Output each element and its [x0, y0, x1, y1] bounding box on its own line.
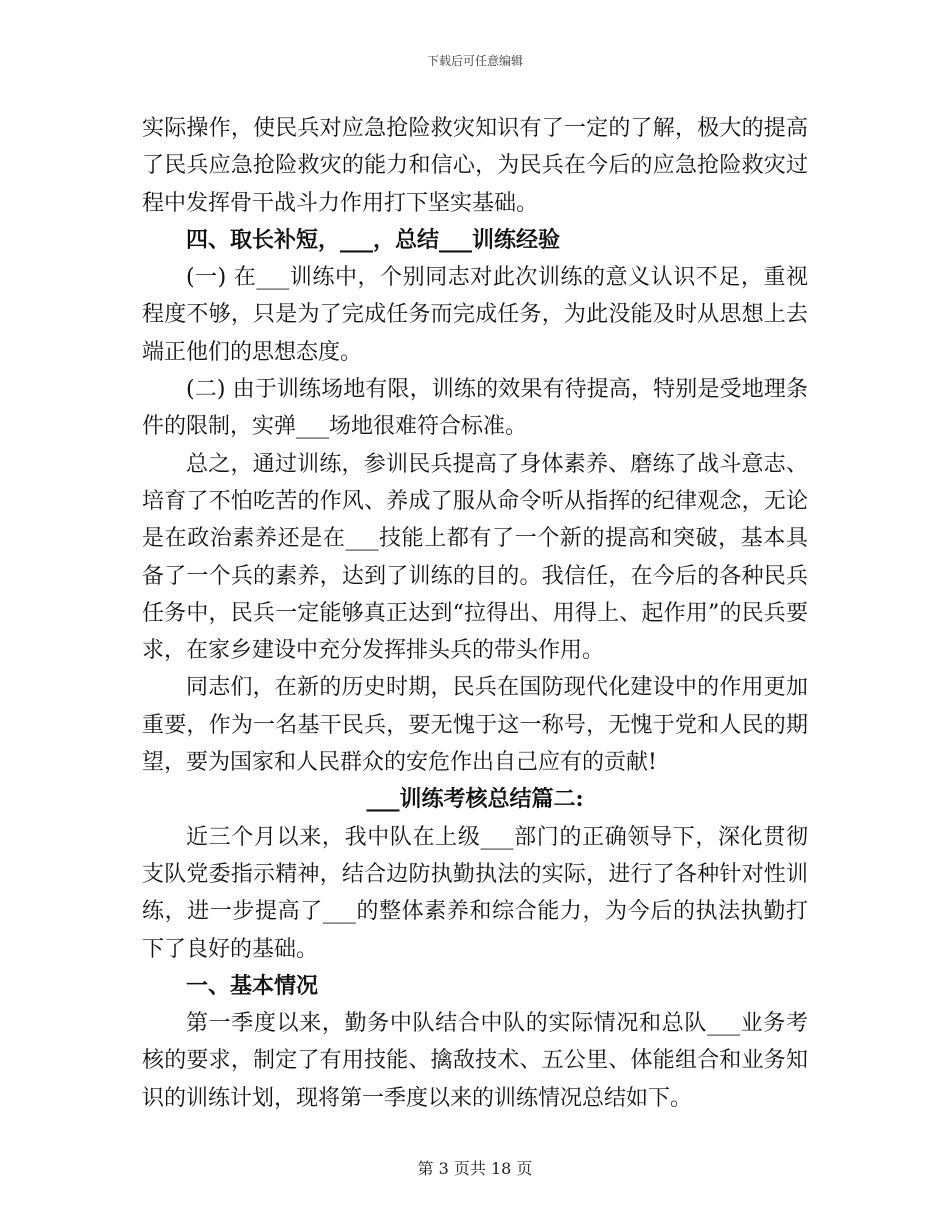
- paragraph-basic-situation: 第一季度以来，勤务中队结合中队的实际情况和总队___业务考核的要求，制定了有用技能、擒敌技术、五公里、体能组合和业务知识的训练计划，现将第一季度以来的训练情况总结如下。: [142, 1011, 808, 1111]
- section-heading-4: 四、取长补短，___，总结___训练经验: [186, 226, 561, 253]
- article-title-part-2: ___训练考核总结篇二:: [366, 786, 584, 813]
- paragraph-1: 实际操作，使民兵对应急抢险救灾知识有了一定的了解，极大的提高了民兵应急抢险救灾的能力和信心，为民兵在今后的应急抢险救灾过程中发挥骨干战斗力作用打下坚实基础。: [142, 116, 808, 216]
- paragraph-comrades: 同志们，在新的历史时期，民兵在国防现代化建设中的作用更加重要，作为一名基干民兵，要无愧于这一称号，无愧于党和人民的期望，要为国家和人民群众的安危作出自己应有的贡献!: [142, 675, 808, 776]
- paragraph-item-1: (一) 在___训练中，个别同志对此次训练的意义认识不足，重视程度不够，只是为了完成任务而完成任务，为此没能及时从思想上去端正他们的思想态度。: [142, 265, 808, 365]
- paragraph-summary: 总之，通过训练，参训民兵提高了身体素养、磨练了战斗意志、培育了不怕吃苦的作风、养成了服从命令听从指挥的纪律观念，无论是在政治素养还是在___技能上都有了一个新的提高和突破，基本具备了一个兵的素养，达到了训练的目的。我信任，在今后的各种民兵任务中，民兵一定能够真正达到“拉得出、用得上、起作用”的民兵要求，在家乡建设中充分发挥排头兵的带头作用。: [142, 451, 808, 664]
- page-header: 下载后可任意编辑: [426, 54, 523, 68]
- paragraph-item-2: (二) 由于训练场地有限，训练的效果有待提高，特别是受地理条件的限制，实弹___场地很难符合标准。: [142, 377, 808, 440]
- document-body: [142, 110, 808, 1117]
- page-footer: 第 3 页共 18 页: [417, 1159, 533, 1178]
- paragraph-intro-2: 近三个月以来，我中队在上级___部门的正确领导下，深化贯彻支队党委指示精神，结合边防执勤执法的实际，进行了各种针对性训练，进一步提高了___的整体素养和综合能力，为今后的执法执勤打下了良好的基础。: [142, 824, 808, 962]
- section-heading-basic: 一、基本情况: [186, 972, 319, 999]
